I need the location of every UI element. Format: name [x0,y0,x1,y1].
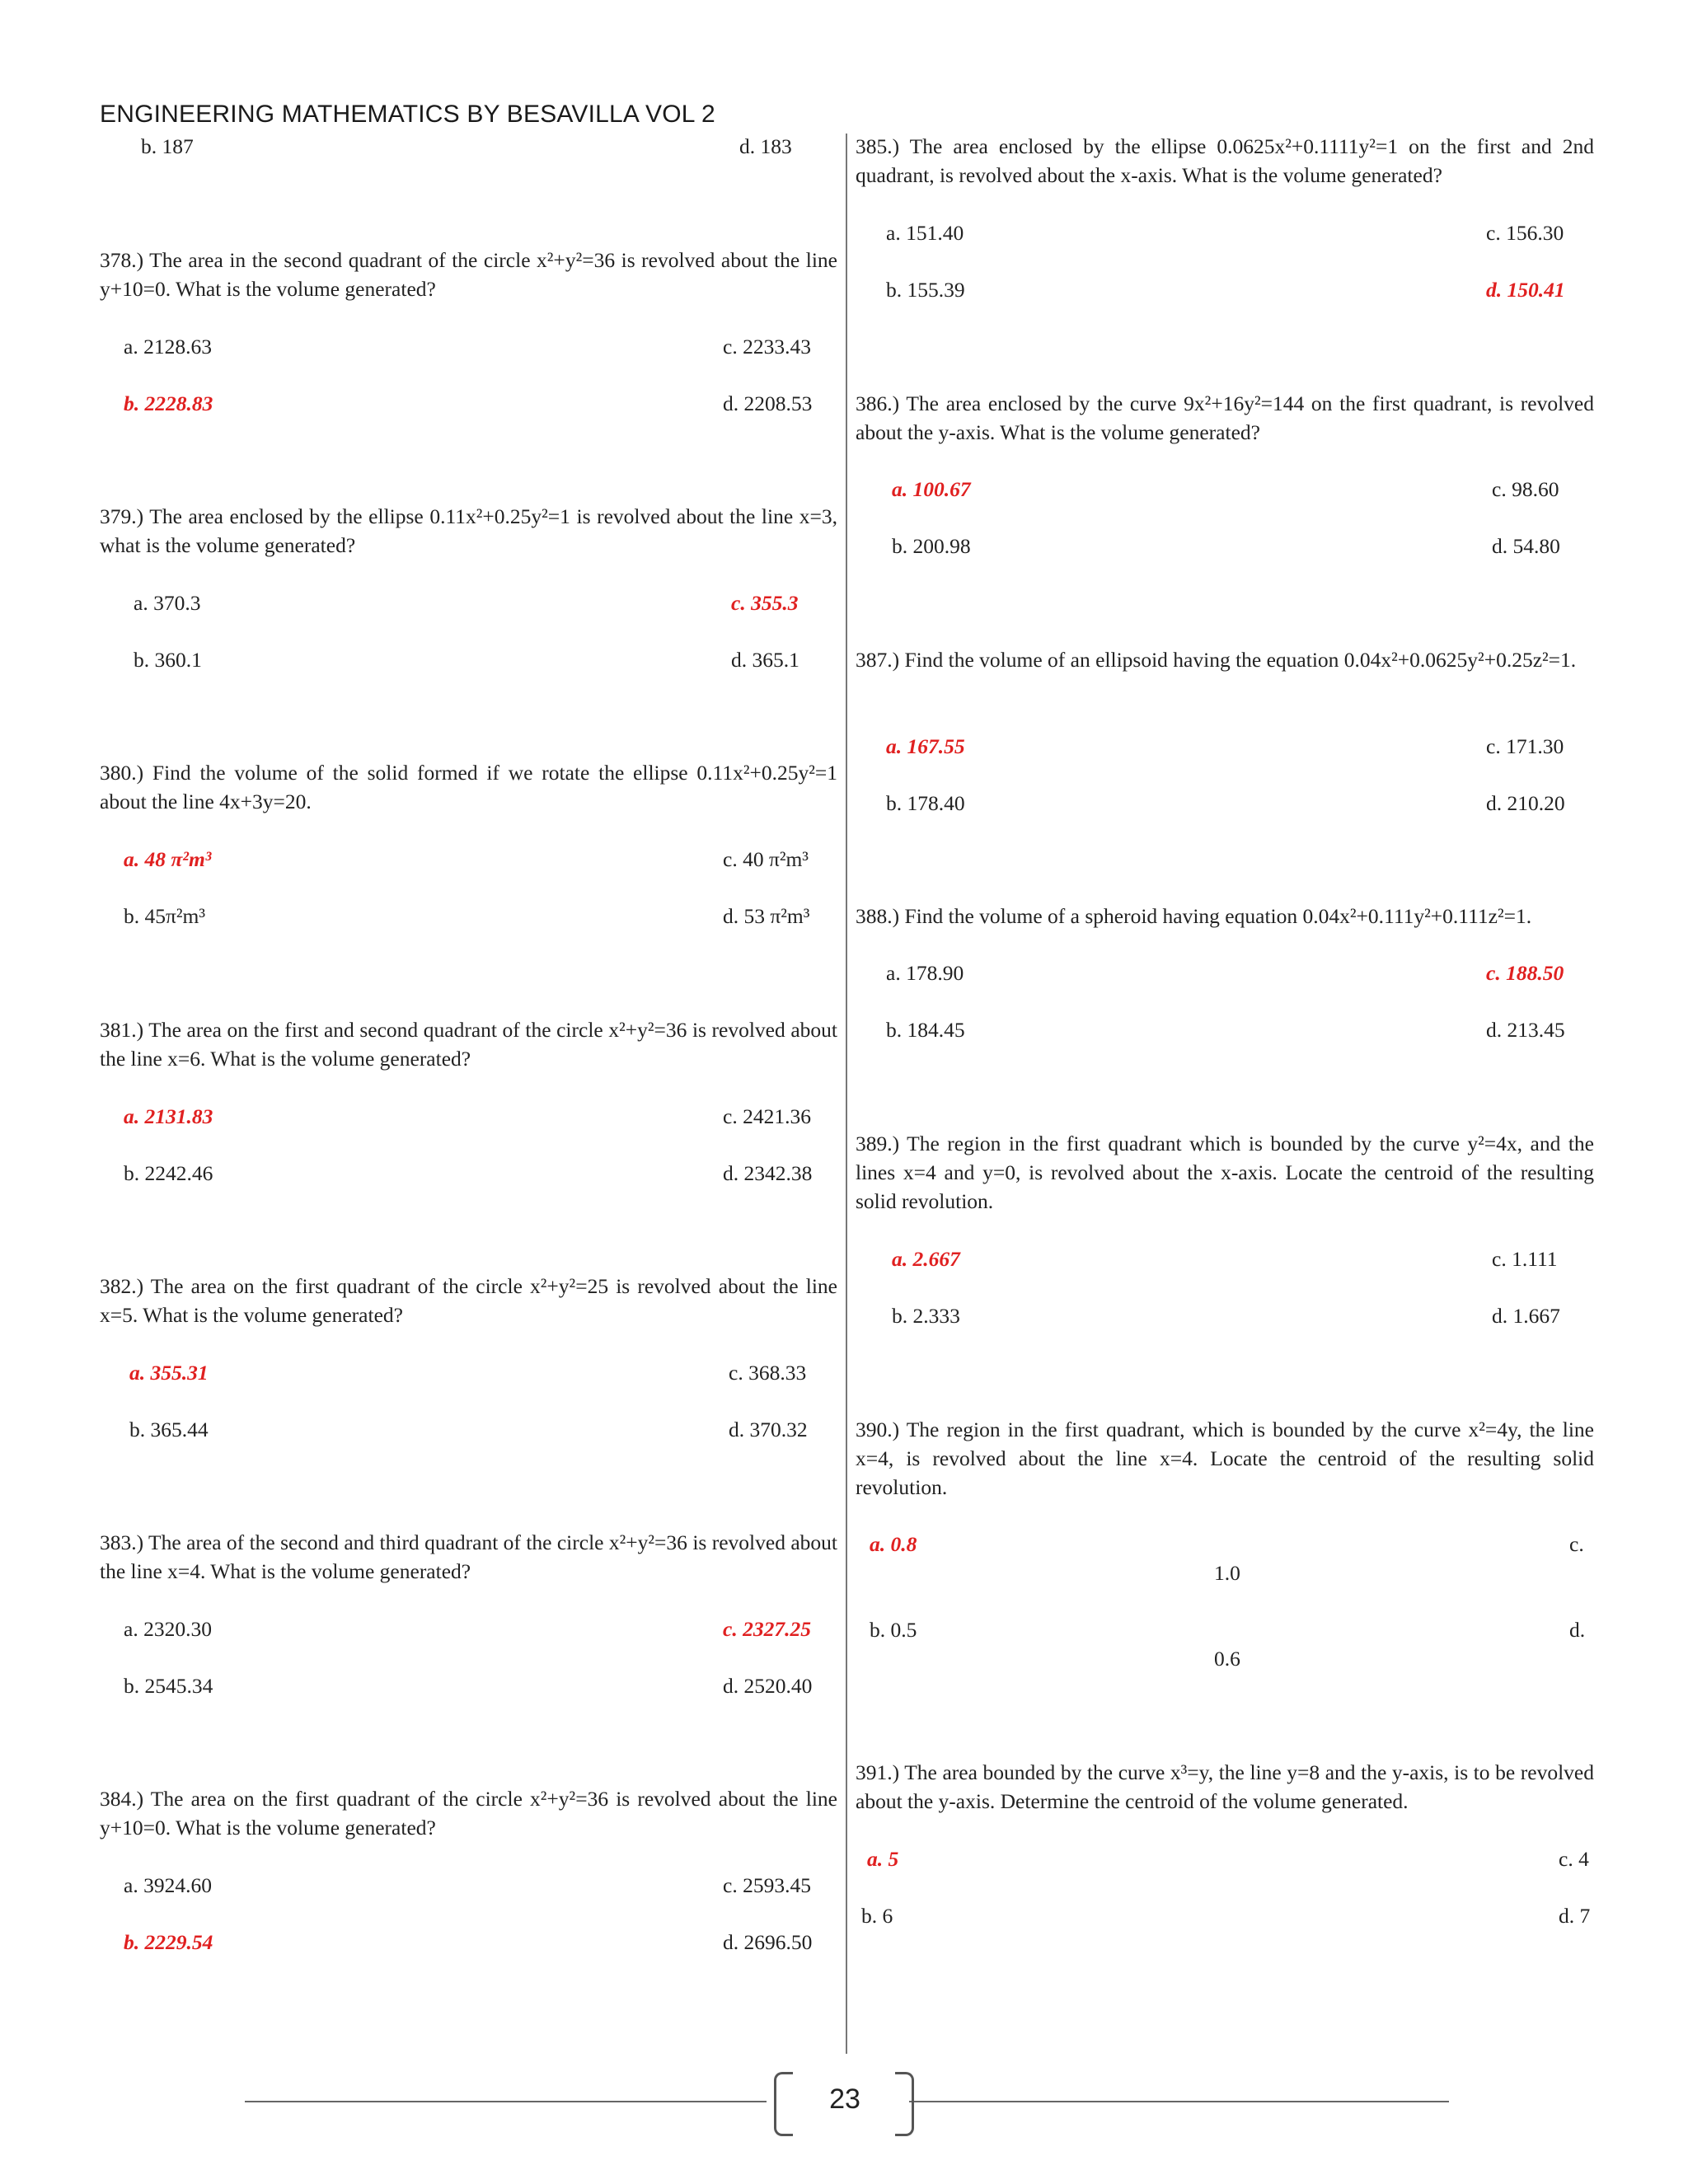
question-386: 386.) The area enclosed by the curve 9x²+16y²=144 on the first quadrant, is revolved about the y-axis. What is the volume generated? [856,391,1594,444]
option-b: b. 45π²m³ [124,904,205,928]
option-c: c. 2421.36 [723,1104,811,1128]
answer-option-a: a. 355.31 [129,1361,209,1385]
option-c: c. 98.60 [1492,477,1559,501]
answer-option-a: a. 48 π²m³ [124,847,212,871]
option-c: c. 156.30 [1486,221,1564,245]
answer-option-c: c. 188.50 [1486,961,1564,985]
option-b: b. 155.39 [886,278,965,302]
question-383: 383.) The area of the second and third quadrant of the circle x²+y²=36 is revolved about the line x=4. What is the volume generated? [100,1530,837,1583]
column-divider [846,134,847,2054]
option-d: d. 2696.50 [723,1930,813,1954]
answer-option-d: d. 150.41 [1486,278,1565,302]
option-d: d. 213.45 [1486,1018,1565,1042]
footer-rule-right [909,2101,1449,2102]
question-382: 382.) The area on the first quadrant of the circle x²+y²=25 is revolved about the line x=5. What is the volume generated? [100,1274,837,1327]
question-388: 388.) Find the volume of a spheroid having equation 0.04x²+0.111y²+0.111z²=1. [856,904,1532,928]
option-c: c. 171.30 [1486,734,1564,758]
page-number: 23 [829,2083,860,2115]
question-390: 390.) The region in the first quadrant, which is bounded by the curve x²=4y, the line x=4, is revolved about the line x=4. Locate the centroid of the resulting solid revolution. [856,1418,1594,1499]
answer-option-a: a. 167.55 [886,734,965,758]
option-b: b. 6 [861,1904,893,1928]
option-d: d. 7 [1559,1904,1591,1928]
option-b: b. 2545.34 [124,1674,213,1698]
option-d: d. [1569,1618,1586,1642]
option-d-value: 0.6 [1214,1647,1240,1671]
option-d: d. 370.32 [729,1418,808,1441]
question-381: 381.) The area on the first and second quadrant of the circle x²+y²=36 is revolved about the line x=6. What is the volume generated? [100,1018,837,1071]
option-a: a. 178.90 [886,961,964,985]
option-d: d. 2520.40 [723,1674,813,1698]
option-a: a. 2320.30 [124,1617,212,1641]
option-d: d. 2342.38 [723,1161,813,1185]
option-d: d. 1.667 [1492,1304,1560,1328]
option-c: c. [1569,1532,1584,1556]
answer-option-b: b. 2228.83 [124,391,213,415]
answer-option-a: a. 100.67 [892,477,971,501]
option-a: a. 3924.60 [124,1873,212,1897]
question-380: 380.) Find the volume of the solid formed if we rotate the ellipse 0.11x²+0.25y²=1 about the line 4x+3y=20. [100,761,837,813]
question-379: 379.) The area enclosed by the ellipse 0.11x²+0.25y²=1 is revolved about the line x=3, what is the volume generated? [100,504,837,557]
option-b: b. 0.5 [870,1618,917,1642]
question-385: 385.) The area enclosed by the ellipse 0.0625x²+0.1111y²=1 on the first and 2nd quadrant, is revolved about the x-axis. What is the volume generated? [856,134,1594,187]
option-b: b. 365.44 [129,1418,209,1441]
option-a: a. 370.3 [134,591,201,615]
question-387: 387.) Find the volume of an ellipsoid having the equation 0.04x²+0.0625y²+0.25z²=1. [856,648,1577,672]
option-b: b. 2242.46 [124,1161,213,1185]
left-brace-icon [774,2072,793,2136]
option-c: c. 1.111 [1492,1247,1558,1271]
option-d: d. 2208.53 [723,391,813,415]
question-389: 389.) The region in the first quadrant which is bounded by the curve y²=4x, and the lines x=4 and y=0, is revolved about the x-axis. Locate the centroid of the resulting solid revolution. [856,1132,1594,1213]
answer-option-b: b. 2229.54 [124,1930,213,1954]
answer-option-a: a. 2.667 [892,1247,960,1271]
answer-option-a: a. 2131.83 [124,1104,213,1128]
option-b: b. 200.98 [892,534,971,558]
option-b: b. 360.1 [134,648,202,672]
option-c: c. 2593.45 [723,1873,811,1897]
option-d: d. 183 [739,134,792,158]
option-b: b. 178.40 [886,791,965,815]
option-d: d. 365.1 [731,648,799,672]
option-c: c. 4 [1559,1847,1589,1871]
answer-option-a: a. 0.8 [870,1532,917,1556]
question-391: 391.) The area bounded by the curve x³=y, the line y=8 and the y-axis, is to be revolved about the y-axis. Determine the centroid of the volume generated. [856,1760,1594,1813]
option-d: d. 53 π²m³ [723,904,810,928]
option-c-value: 1.0 [1214,1561,1240,1585]
option-b: b. 184.45 [886,1018,965,1042]
answer-option-c: c. 2327.25 [723,1617,811,1641]
page-header: ENGINEERING MATHEMATICS BY BESAVILLA VOL 2 [100,101,715,128]
option-a: a. 2128.63 [124,335,212,359]
option-c: c. 40 π²m³ [723,847,809,871]
option-d: d. 54.80 [1492,534,1560,558]
option-c: c. 368.33 [729,1361,807,1385]
answer-option-c: c. 355.3 [731,591,799,615]
question-378: 378.) The area in the second quadrant of the circle x²+y²=36 is revolved about the line y+10=0. What is the volume generated? [100,248,837,301]
answer-option-a: a. 5 [867,1847,899,1871]
option-a: a. 151.40 [886,221,964,245]
question-384: 384.) The area on the first quadrant of the circle x²+y²=36 is revolved about the line y+10=0. What is the volume generated? [100,1787,837,1840]
option-b: b. 187 [141,134,194,158]
option-d: d. 210.20 [1486,791,1565,815]
option-c: c. 2233.43 [723,335,811,359]
right-brace-icon [895,2072,914,2136]
option-b: b. 2.333 [892,1304,960,1328]
footer-rule-left [245,2101,767,2102]
